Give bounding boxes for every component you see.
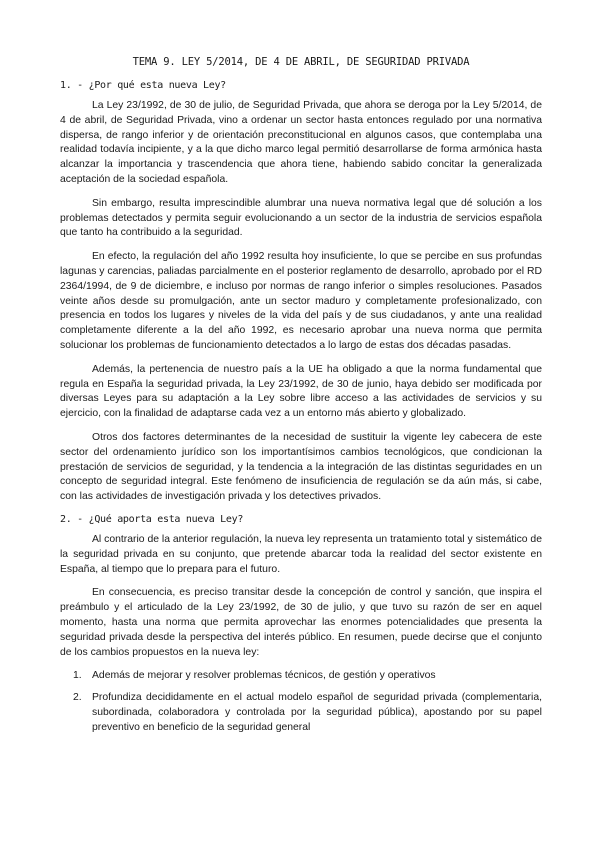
- paragraph: Además, la pertenencia de nuestro país a la UE ha obligado a que la norma fundamental que regula en España la seguridad privada, la Ley 23/1992, de 30 de junio, haya debido ser modificada por diversas Leyes para su adaptación a la Ley sobre libre acceso a las actividades de servicios y su ejercicio, con la finalidad de adaptarse cada vez a un entorno más abierto y globalizado.: [60, 363, 542, 420]
- list-item-number: 2.: [73, 692, 82, 704]
- list-item-text: Profundiza decididamente en el actual modelo español de seguridad privada (complementaria, subordinada, colaboradora y controlada por la seguridad pública), apostando por su papel preventivo en beneficio de la seguridad general: [92, 692, 542, 733]
- paragraph: En efecto, la regulación del año 1992 resulta hoy insuficiente, lo que se percibe en sus profundas lagunas y carencias, paliadas parcialmente en el posterior reglamento de desarrollo, aprobado por el RD 2364/1994, de 9 de diciembre, e incluso por normas de rango inferior o simples resoluciones. Pasados veinte años desde su promulgación, ante un sector maduro y completamente profesionalizado, con presencia en todos los lugares y niveles de la vida del país y de sus ciudadanos, y ante una realidad completamente diferente a la del año 1992, es necesario aprobar una nueva norma que permita solucionar los problemas de funcionamiento detectados a lo largo de estas dos décadas pasadas.: [60, 251, 542, 351]
- section-heading: 2. - ¿Qué aporta esta nueva Ley?: [60, 513, 244, 525]
- list-item: [60, 669, 542, 684]
- paragraph: Al contrario de la anterior regulación, la nueva ley representa un tratamiento total y sistemático de la seguridad privada en su conjunto, que pretende abarcar toda la realidad del sector existente en España, al tiempo que lo prepara para el futuro.: [60, 533, 542, 575]
- list-item-text: Además de mejorar y resolver problemas técnicos, de gestión y operativos: [92, 670, 436, 682]
- list-item: [60, 691, 542, 735]
- section-heading: 1. - ¿Por qué esta nueva Ley?: [60, 80, 226, 91]
- paragraph: Otros dos factores determinantes de la necesidad de sustituir la vigente ley cabecera de este sector del ordenamiento jurídico son los importantísimos cambios tecnológicos, que condicionan la prestación de servicios de seguridad, y la tendencia a la integración de las distintas seguridades en un concepto de seguridad integral. Este fenómeno de insuficiencia de regulación se da aún más, si cabe, con las actividades de investigación privada y los detectives privados.: [60, 431, 542, 503]
- document-page: [60, 56, 542, 742]
- list-item-number: 1.: [73, 670, 82, 682]
- paragraph: En consecuencia, es preciso transitar desde la concepción de control y sanción, que inspira el preámbulo y el articulado de la Ley 23/1992, de 30 de julio, y que tuvo su razón de ser en aquel momento, hasta una norma que permita aprovechar las enormes potencialidades que presenta la seguridad privada desde la perspectiva del interés público. En resumen, puede decirse que el conjunto de los cambios propuestos en la nueva ley:: [60, 587, 542, 658]
- paragraph: La Ley 23/1992, de 30 de julio, de Seguridad Privada, que ahora se deroga por la Ley 5/2014, de 4 de abril, de Seguridad Privada, vino a ordenar un sector hasta entonces regulado por una normativa dispersa, de rango inferior y de orientación preconstitucional en algunos casos, que contemplaba una realidad todavía incipiente, y a la que dicho marco legal permitió desarrollarse de forma armónica hasta alcanzar la importancia y trascendencia que ahora tiene, habiendo sabido concitar la generalizada aceptación de la sociedad española.: [60, 100, 542, 185]
- section-why-new-law: [60, 80, 542, 505]
- document-title: TEMA 9. LEY 5/2014, DE 4 DE ABRIL, DE SEGURIDAD PRIVADA: [132, 56, 470, 68]
- section-what-new-law-brings: [60, 514, 542, 736]
- paragraph: Sin embargo, resulta imprescindible alumbrar una nueva normativa legal que dé solución a los problemas detectados y permita seguir evolucionando a un sector de la industria de servicios española que tanto ha contribuido a la seguridad.: [60, 197, 542, 239]
- changes-list: [60, 669, 542, 735]
